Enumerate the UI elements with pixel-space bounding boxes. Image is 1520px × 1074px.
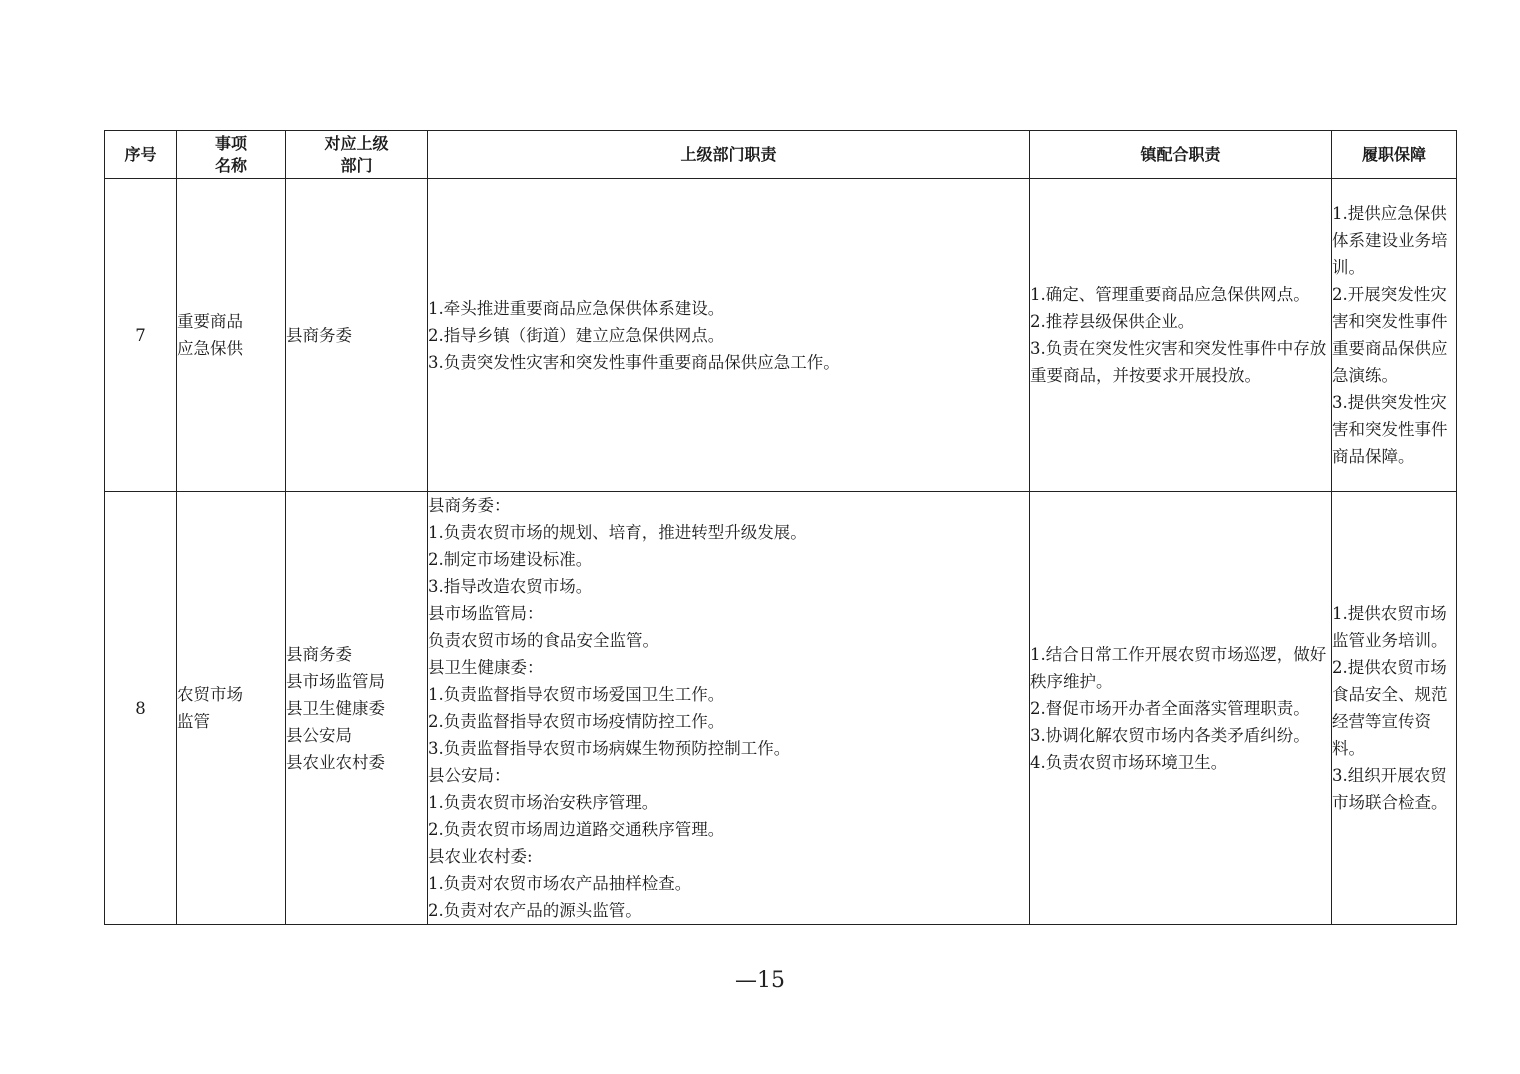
town-duty-line: 2.督促市场开办者全面落实管理职责。 bbox=[1030, 698, 1310, 718]
item-name-line: 应急保供 bbox=[177, 339, 243, 358]
row-serial: 8 bbox=[105, 492, 177, 925]
row-item-name bbox=[177, 179, 286, 492]
table-row bbox=[105, 179, 1457, 492]
page-number: —15 bbox=[735, 968, 785, 993]
duty-line: 县农业农村委: bbox=[428, 847, 533, 866]
guarantee-line: 1.提供农贸市场监管业务培训。 bbox=[1332, 604, 1448, 650]
row-upper-dept bbox=[286, 492, 428, 925]
row-upper-duties bbox=[428, 179, 1030, 492]
duty-table bbox=[104, 130, 1457, 925]
duty-line: 县市场监管局： bbox=[428, 604, 544, 623]
table-header-row bbox=[105, 131, 1457, 179]
town-duty-line: 3.负责在突发性灾害和突发性事件中存放重要商品，并按要求开展投放。 bbox=[1030, 339, 1327, 385]
duty-line: 2.指导乡镇（街道）建立应急保供网点。 bbox=[428, 325, 725, 345]
duty-line: 1.负责监督指导农贸市场爱国卫生工作。 bbox=[428, 685, 725, 704]
item-name-line: 农贸市场 bbox=[177, 685, 243, 704]
header-upper-dept: 对应上级 部门 bbox=[286, 131, 428, 179]
duty-line: 1.牵头推进重要商品应急保供体系建设。 bbox=[428, 298, 725, 318]
header-upper-duties: 上级部门职责 bbox=[428, 131, 1030, 179]
row-guarantee bbox=[1332, 492, 1457, 925]
town-duty-line: 1.结合日常工作开展农贸市场巡逻，做好秩序维护。 bbox=[1030, 644, 1327, 691]
duty-line: 3.指导改造农贸市场。 bbox=[428, 577, 593, 596]
header-town-duties: 镇配合职责 bbox=[1030, 131, 1332, 179]
guarantee-line: 2.开展突发性灾害和突发性事件重要商品保供应急演练。 bbox=[1332, 285, 1448, 385]
guarantee-line: 2.提供农贸市场食品安全、规范经营等宣传资料。 bbox=[1332, 658, 1448, 758]
dept-line: 县公安局 bbox=[286, 725, 352, 745]
dept-line: 县农业农村委 bbox=[286, 752, 385, 772]
duty-line: 2.负责对农产品的源头监管。 bbox=[428, 901, 642, 920]
header-guarantee: 履职保障 bbox=[1332, 131, 1457, 179]
guarantee-line: 3.组织开展农贸市场联合检查。 bbox=[1332, 766, 1448, 812]
town-duty-line: 2.推荐县级保供企业。 bbox=[1030, 312, 1195, 331]
row-serial: 7 bbox=[105, 179, 177, 492]
duty-line: 1.负责对农贸市场农产品抽样检查。 bbox=[428, 874, 692, 893]
duty-line: 1.负责农贸市场治安秩序管理。 bbox=[428, 793, 659, 812]
dept-line: 县商务委 bbox=[286, 644, 352, 664]
duty-line: 县商务委： bbox=[428, 496, 511, 515]
guarantee-line: 1.提供应急保供体系建设业务培训。 bbox=[1332, 204, 1448, 277]
duty-line: 3.负责监督指导农贸市场病媒生物预防控制工作。 bbox=[428, 739, 791, 758]
dept-line: 县商务委 bbox=[286, 325, 352, 345]
duty-line: 2.负责农贸市场周边道路交通秩序管理。 bbox=[428, 820, 725, 839]
duty-line: 县公安局： bbox=[428, 766, 511, 785]
row-town-duties bbox=[1030, 492, 1332, 925]
duty-line: 2.负责监督指导农贸市场疫情防控工作。 bbox=[428, 712, 725, 731]
town-duty-line: 4.负责农贸市场环境卫生。 bbox=[1030, 752, 1228, 772]
duty-line: 2.制定市场建设标准。 bbox=[428, 550, 593, 569]
row-item-name bbox=[177, 492, 286, 925]
guarantee-line: 3.提供突发性灾害和突发性事件商品保障。 bbox=[1332, 393, 1448, 466]
duty-line: 1.负责农贸市场的规划、培育，推进转型升级发展。 bbox=[428, 523, 807, 542]
item-name-line: 重要商品 bbox=[177, 312, 243, 331]
table-row bbox=[105, 492, 1457, 925]
row-upper-duties bbox=[428, 492, 1030, 925]
dept-line: 县卫生健康委 bbox=[286, 698, 385, 718]
row-guarantee bbox=[1332, 179, 1457, 492]
town-duty-line: 3.协调化解农贸市场内各类矛盾纠纷。 bbox=[1030, 725, 1310, 745]
dept-line: 县市场监管局 bbox=[286, 671, 385, 691]
row-town-duties bbox=[1030, 179, 1332, 492]
header-item-name: 事项 名称 bbox=[177, 131, 286, 179]
row-upper-dept bbox=[286, 179, 428, 492]
duty-line: 县卫生健康委： bbox=[428, 658, 544, 677]
duty-line: 负责农贸市场的食品安全监管。 bbox=[428, 631, 659, 650]
town-duty-line: 1.确定、管理重要商品应急保供网点。 bbox=[1030, 285, 1310, 304]
duty-line: 3.负责突发性灾害和突发性事件重要商品保供应急工作。 bbox=[428, 352, 840, 372]
item-name-line: 监管 bbox=[177, 712, 210, 731]
header-serial: 序号 bbox=[105, 131, 177, 179]
